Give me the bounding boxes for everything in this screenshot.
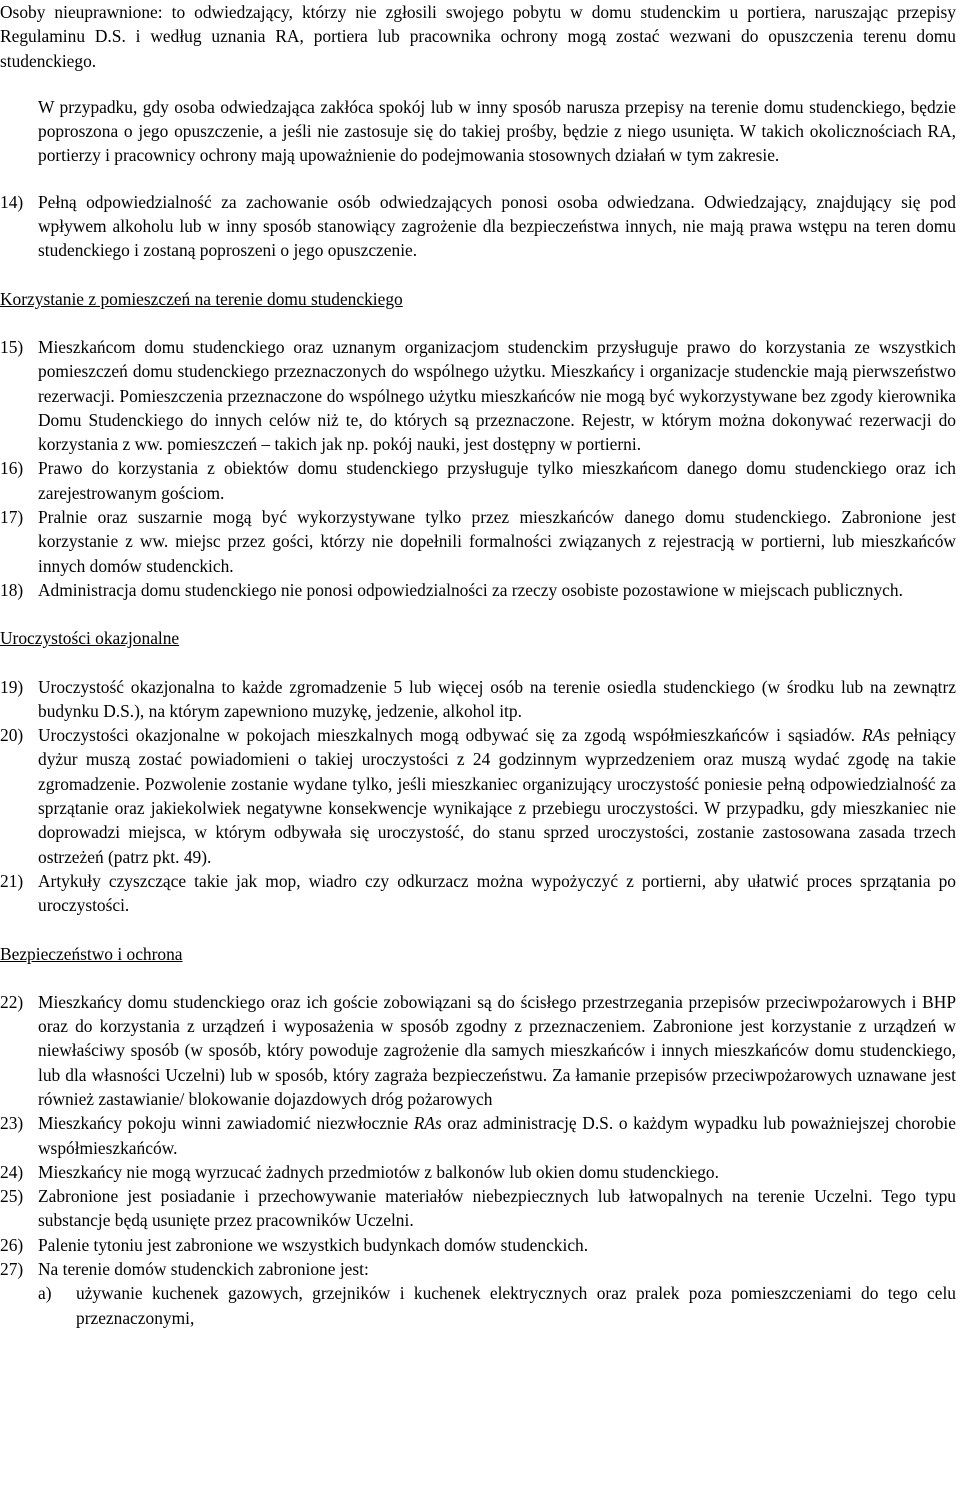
section-heading-rooms: Korzystanie z pomieszczeń na terenie domu studenckiego [0,288,403,309]
item-text: Mieszkańcom domu studenckiego oraz uznanym organizacjom studenckim przysługuje prawo do korzystania ze wszystkich pomieszczeń domu studenckiego przeznaczonych do wspólnego użytku. Mieszkańcy i organizacje studenckie mają pierwszeństwo rezerwacji. Pomieszczenia przeznaczone do wspólnego użytku mieszkańców nie mogą być wykorzystywane bez zgody kierownika Domu Studenckiego do innych celów niż te, do których są przeznaczone. Rejestr, w którym można dokonywać rezerwacji do korzystania z ww. pomieszczeń – takich jak np. pokój nauki, jest dostępny w portierni. [38,336,956,455]
item-text: Zabronione jest posiadanie i przechowywanie materiałów niebezpiecznych lub łatwopalnych na terenie Uczelni. Tego typu substancje będą usunięte przez pracowników Uczelni. [38,1186,956,1231]
list-item [0,456,956,505]
item-text-emphasis: RAs [862,725,891,746]
visitor-disturbance-paragraph: W przypadku, gdy osoba odwiedzająca zakłóca spokój lub w inny sposób narusza przepisy na terenie domu studenckiego, będzie poproszona o jego opuszczenie, a jeśli nie zastosuje się do takiej prośby, będzie z niego usunięta. W takich okolicznościach RA, portierzy i pracownicy ochrony mają upoważnienie do podejmowania stosownych działań w tym zakresie. [38,96,956,166]
list-item [0,1257,956,1281]
item-number: 17) [0,507,24,528]
item-text-part: Mieszkańcy pokoju winni zawiadomić niezwłocznie [38,1113,414,1134]
list-item [0,335,956,456]
item-number: 24) [0,1161,24,1182]
item-number: 20) [0,725,24,746]
list-item [0,505,956,578]
item-number: 22) [0,991,24,1012]
item-text-part: oraz administrację D.S. o każdym wypadku lub poważniejszej chorobie współmieszkańców. [38,1113,956,1158]
item-number: 21) [0,870,24,891]
item-text: Mieszkańcy nie mogą wyrzucać żadnych przedmiotów z balkonów lub okien domu studenckiego. [38,1161,719,1182]
item-text: Artykuły czyszczące takie jak mop, wiadro czy odkurzacz można wypożyczyć z portierni, aby ułatwić proces sprzątania po uroczystości. [38,870,956,916]
item-number: 14) [0,191,24,212]
item-text [38,1111,956,1160]
item-number: 23) [0,1113,24,1134]
section-heading-events: Uroczystości okazjonalne [0,628,180,649]
item-text: Palenie tytoniu jest zabronione we wszystkich budynkach domów studenckich. [38,1234,589,1255]
item-text: Na terenie domów studenckich zabronione jest: [38,1259,369,1280]
item-text-part: Uroczystości okazjonalne w pokojach mieszkalnych mogą odbywać się za zgodą współmieszkańców i sąsiadów. [38,725,863,746]
list-item [0,190,956,263]
item-text-part: pełniący dyżur muszą zostać powiadomieni o takiej uroczystości z 24 godzinnym wyprzedzeniem oraz muszą wydać zgodę na takie zgromadzenie. Pozwolenie zostanie wydane tylko, jeśli mieszkaniec organizujący uroczystość poniesie pełną odpowiedzialność za sprzątanie oraz jakiekolwiek negatywne konsekwencje wynikające z przebiegu uroczystości. W przypadku, gdy mieszkaniec nie doprowadzi miejsca, w którym odbywała się uroczystość, do stanu sprzed uroczystości, zostanie zastosowana zasada trzech ostrzeżeń (patrz pkt. 49). [38,725,956,867]
item-number: 16) [0,458,24,479]
item-text [38,723,956,869]
sub-item-text: używanie kuchenek gazowych, grzejników i kuchenek elektrycznych oraz pralek poza pomieszczeniami do tego celu przeznaczonymi, [76,1283,956,1328]
item-number: 25) [0,1186,24,1207]
sub-item-letter: a) [38,1283,52,1304]
item-text: Administracja domu studenckiego nie ponosi odpowiedzialności za rzeczy osobiste pozostawione w miejscach publicznych. [38,579,903,600]
item-text: Prawo do korzystania z obiektów domu studenckiego przysługuje tylko mieszkańcom danego domu studenckiego oraz ich zarejestrowanym gościom. [38,458,956,503]
list-item [0,1111,956,1160]
list-item [0,1184,956,1233]
item-number: 15) [0,336,24,357]
list-item [0,675,956,724]
item-number: 18) [0,579,24,600]
list-item [0,990,956,1111]
list-item [0,578,956,602]
list-item [0,723,956,869]
item-text: Uroczystość okazjonalna to każde zgromadzenie 5 lub więcej osób na terenie osiedla studenckiego (w środku lub na zewnątrz budynku D.S.), na którym zapewniono muzykę, jedzenie, alkohol itp. [38,676,956,721]
item-number: 19) [0,676,24,697]
intro-paragraph: Osoby nieuprawnione: to odwiedzający, którzy nie zgłosili swojego pobytu w domu studenckim u portiera, naruszając przepisy Regulaminu D.S. i według uznania RA, portiera lub pracownika ochrony mogą zostać wezwani do opuszczenia terenu domu studenckiego. [0,2,956,71]
section-heading-safety: Bezpieczeństwo i ochrona [0,943,183,964]
list-item [0,1233,956,1257]
list-item [0,869,956,918]
item-number: 26) [0,1234,24,1255]
item-number: 27) [0,1259,24,1280]
list-item [0,1160,956,1184]
item-text: Mieszkańcy domu studenckiego oraz ich goście zobowiązani są do ścisłego przestrzegania przepisów przeciwpożarowych i BHP oraz do korzystania z urządzeń i wyposażenia w sposób zgodny z przeznaczeniem. Zabronione jest korzystanie z urządzeń w niewłaściwy sposób (w sposób, który powoduje zagrożenie dla samych mieszkańców i innych mieszkańców domu studenckiego, lub dla własności Uczelni) lub w sposób, który zagraża bezpieczeństwu. Za łamanie przepisów przeciwpożarowych uznawane jest również zastawianie/ blokowanie dojazdowych dróg pożarowych [38,991,956,1109]
item-text-emphasis: RAs [413,1113,442,1134]
sub-list-item [0,1281,956,1330]
item-text: Pralnie oraz suszarnie mogą być wykorzystywane tylko przez mieszkańców danego domu studenckiego. Zabronione jest korzystanie z ww. miejsc przez gości, którzy nie dopełnili formalności związanych z rejestracją w portierni, lub mieszkańców innych domów studenckich. [38,507,956,576]
item-text: Pełną odpowiedzialność za zachowanie osób odwiedzających ponosi osoba odwiedzana. Odwiedzający, znajdujący się pod wpływem alkoholu lub w inny sposób stanowiący zagrożenie dla bezpieczeństwa innych, nie mają prawa wstępu na teren domu studenckiego i zostaną poproszeni o jego opuszczenie. [38,191,956,261]
